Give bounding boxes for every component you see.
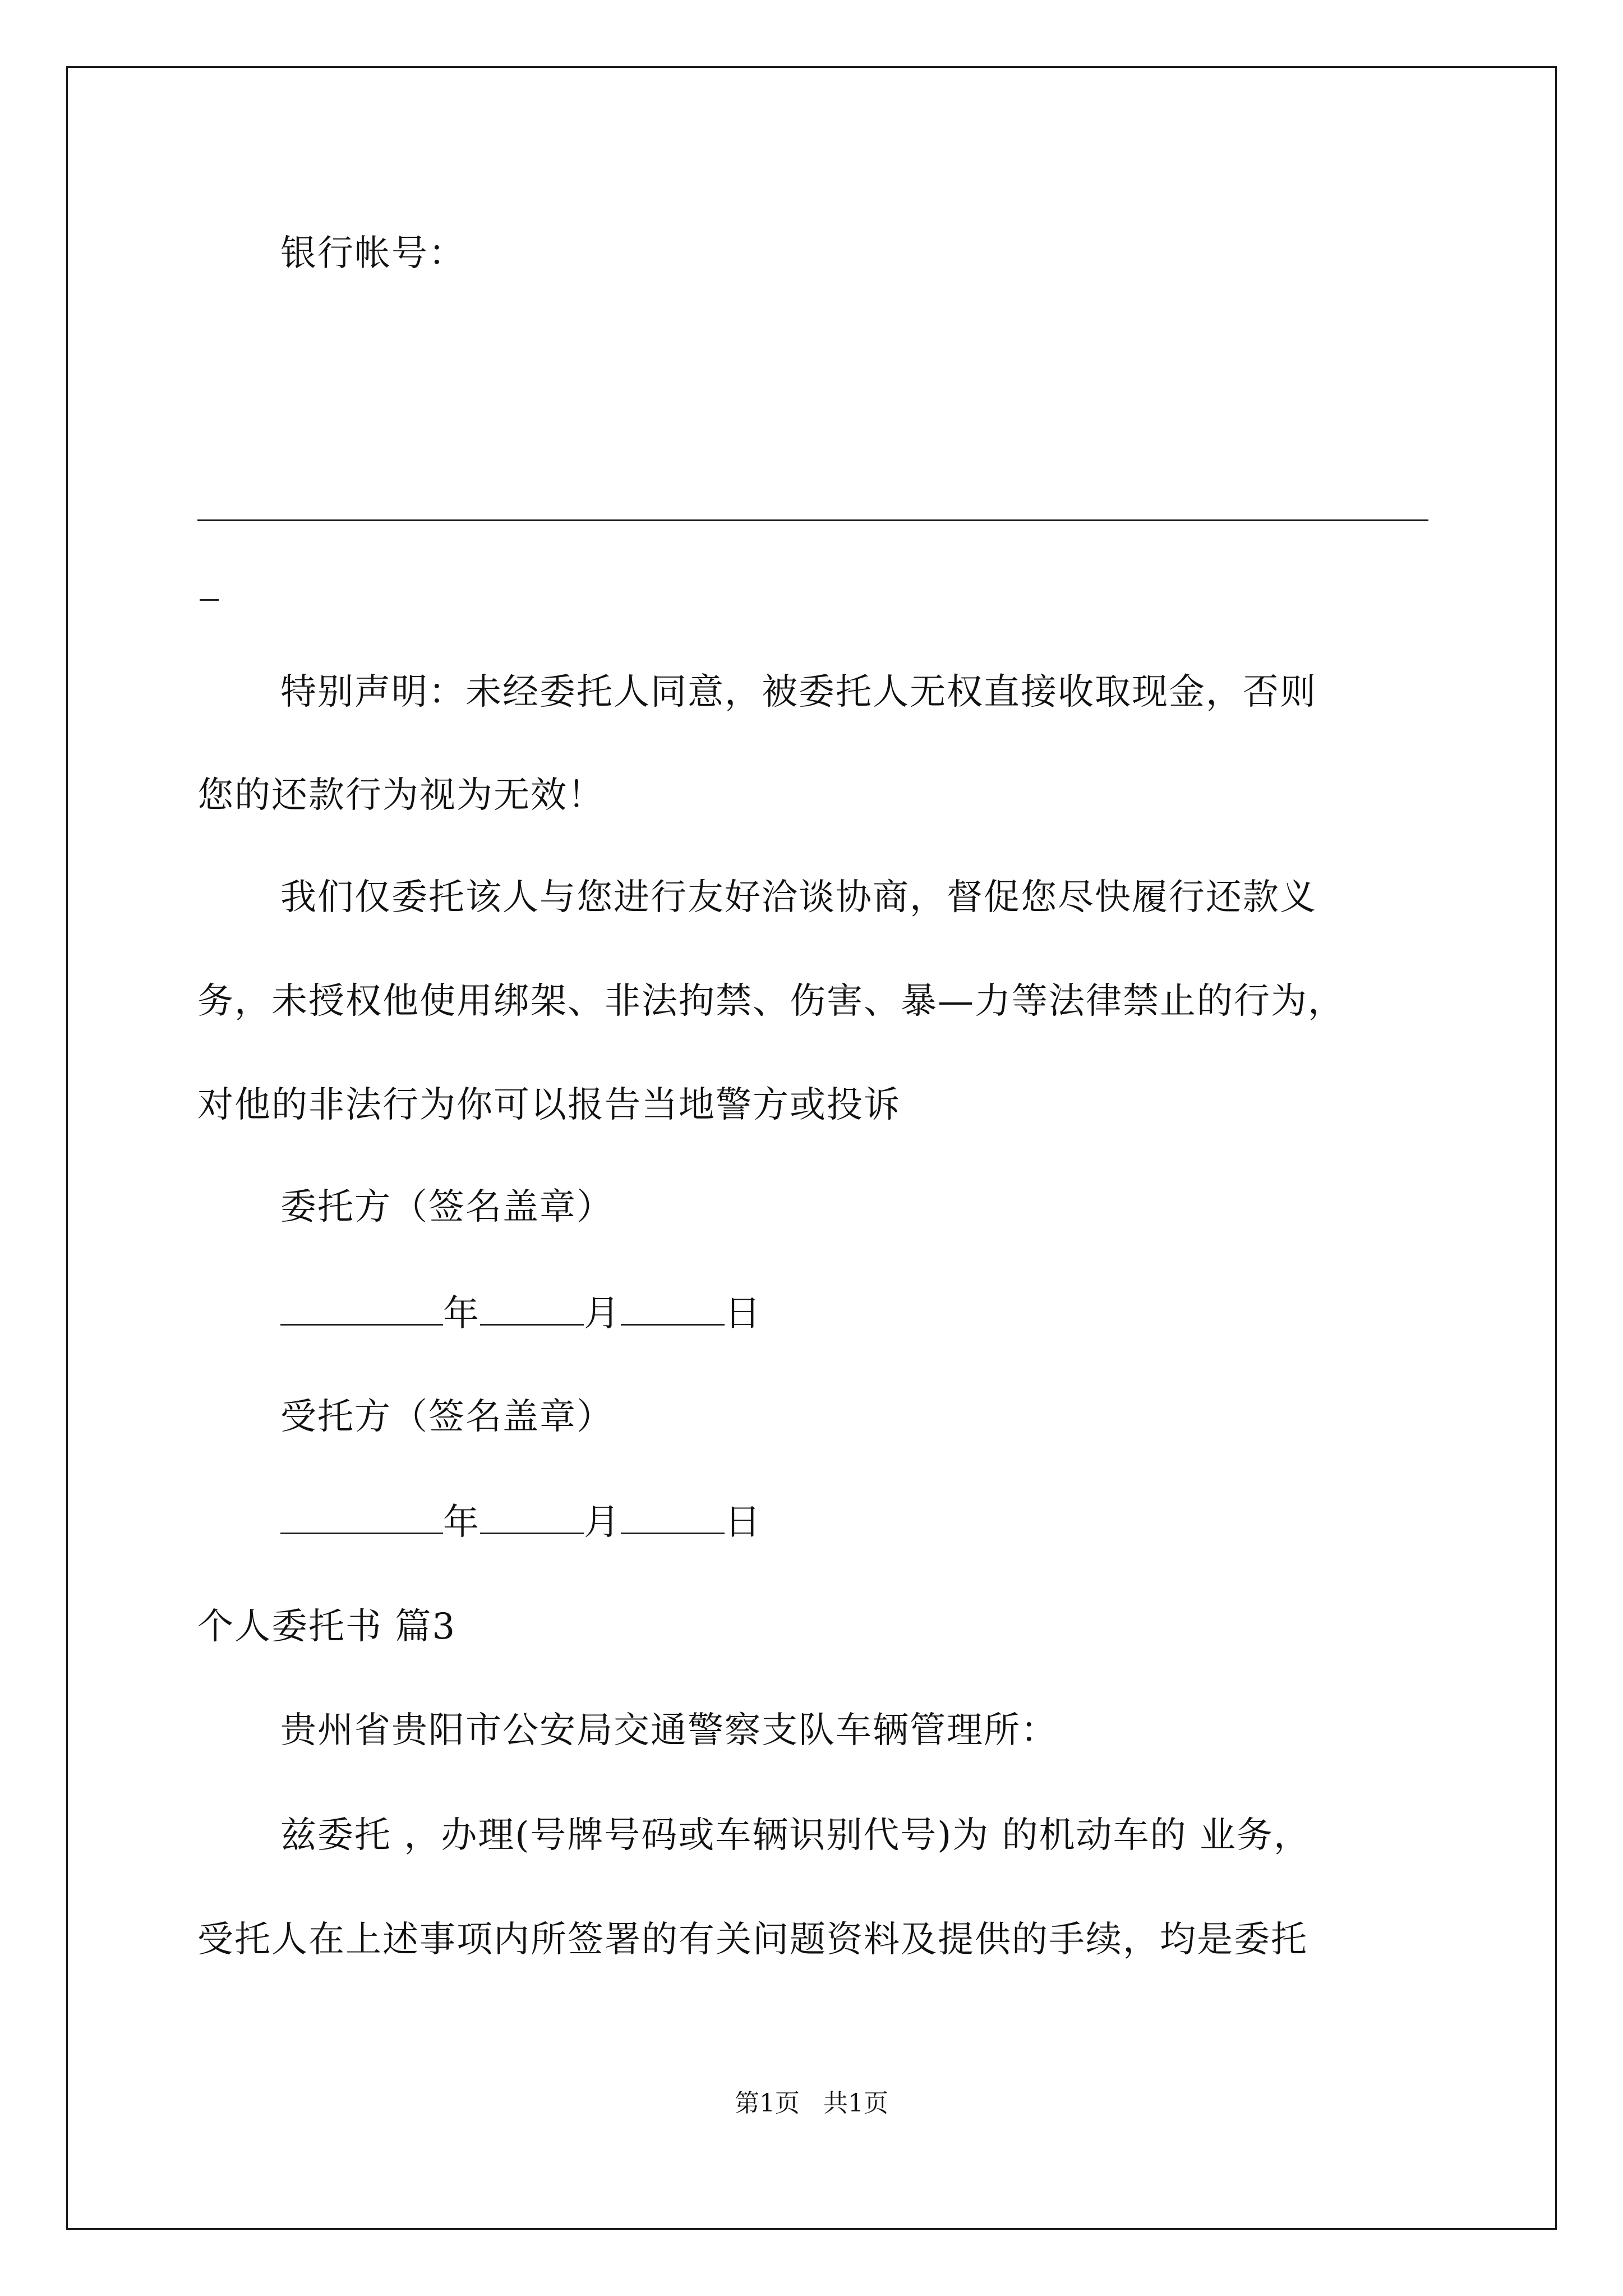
month-blank (480, 1499, 584, 1534)
principal-signature-label: 委托方（签名盖章） (280, 1186, 614, 1228)
fill-in-rule (197, 519, 1428, 521)
section-heading: 个人委托书 篇3 (197, 1606, 457, 1648)
special-statement-line-1: 特别声明：未经委托人同意，被委托人无权直接收取现金，否则 (280, 671, 1317, 713)
agent-date-line (280, 1499, 762, 1545)
principal-date-line (280, 1290, 762, 1336)
day-blank (621, 1290, 725, 1326)
special-statement-line-2: 您的还款行为视为无效！ (197, 775, 605, 816)
year-label: 年 (443, 1293, 480, 1335)
month-blank (480, 1290, 584, 1326)
month-label: 月 (584, 1502, 621, 1543)
paragraph-line: 我们仅委托该人与您进行友好洽谈协商，督促您尽快履行还款义 (280, 877, 1317, 918)
paragraph-line: 兹委托 ，办理(号牌号码或车辆识别代号)为 的机动车的 业务， (280, 1815, 1311, 1856)
day-label: 日 (725, 1293, 762, 1335)
page-border (66, 66, 1557, 2230)
page-footer: 第1页 共1页 (735, 2089, 888, 2118)
fill-in-rule-tail (200, 599, 219, 601)
paragraph-line: 受托人在上述事项内所签署的有关问题资料及提供的手续，均是委托 (197, 1919, 1308, 1961)
day-blank (621, 1499, 725, 1534)
year-label: 年 (443, 1502, 480, 1543)
year-blank (280, 1499, 443, 1534)
agent-signature-label: 受托方（签名盖章） (280, 1396, 614, 1438)
paragraph-line: 务，未授权他使用绑架、非法拘禁、伤害、暴—力等法律禁止的行为， (197, 981, 1345, 1022)
day-label: 日 (725, 1502, 762, 1543)
month-label: 月 (584, 1293, 621, 1335)
paragraph-line: 对他的非法行为你可以报告当地警方或投诉 (197, 1084, 901, 1126)
bank-account-label: 银行帐号： (280, 233, 465, 274)
year-blank (280, 1290, 443, 1326)
addressee: 贵州省贵阳市公安局交通警察支队车辆管理所： (280, 1710, 1058, 1751)
